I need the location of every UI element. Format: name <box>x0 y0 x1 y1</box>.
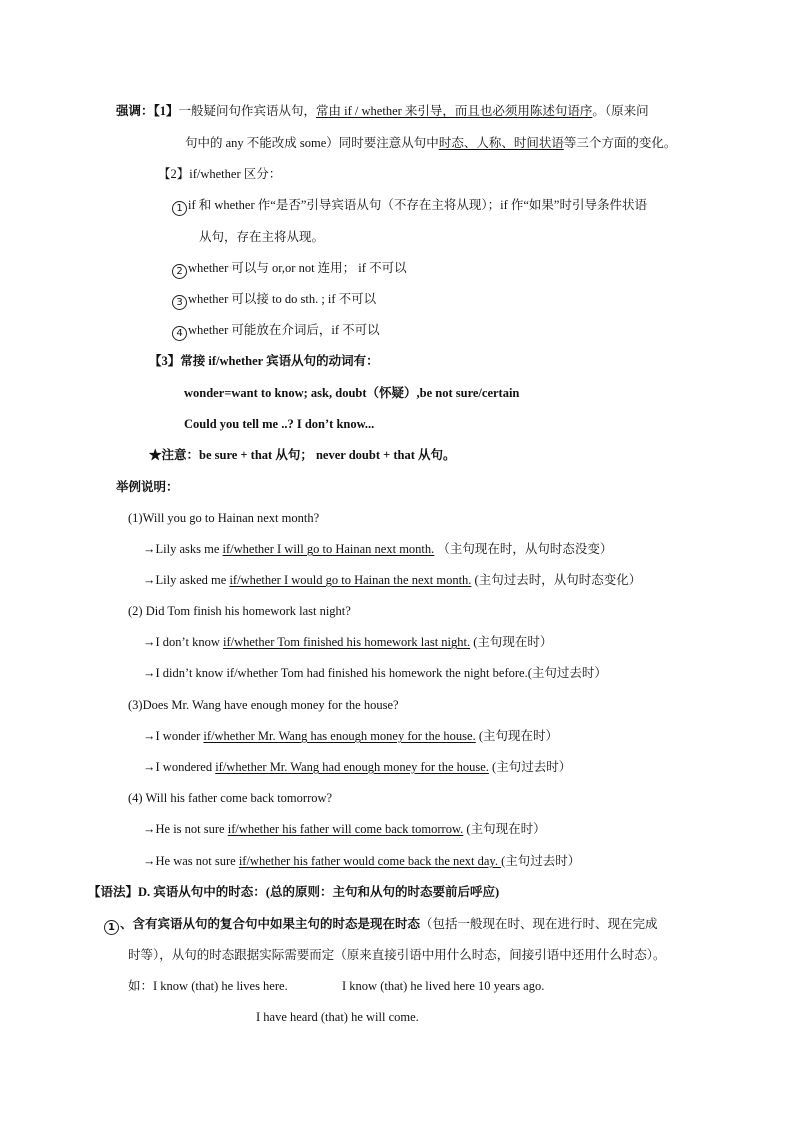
grammar-example-1: 如：I know (that) he lives here. <box>128 979 288 993</box>
example-answer-3a: →I wonder if/whether Mr. Wang has enough money for the house. (主句现在时） <box>143 729 559 743</box>
grammar-heading: 【语法】D. 宾语从句中的时态：(总的原则：主句和从句的时态要前后呼应) <box>88 885 500 899</box>
compare-item-1-cont: 从句，存在主将从现。 <box>199 230 325 244</box>
circled-number: 1 <box>104 920 119 935</box>
compare-item-4: 4 whether 可能放在介词后，if 不可以 <box>172 322 380 341</box>
example-question-3: (3)Does Mr. Wang have enough money for the house? <box>128 698 399 712</box>
emphasis-label: 强调： <box>116 104 154 118</box>
phrases-line: Could you tell me ..? I don’t know... <box>184 417 375 431</box>
point1-underlined: 常由 if / whether 来引导，而且也必须用陈述句语序 <box>316 104 593 118</box>
example-answer-4a: →He is not sure if/whether his father will come back tomorrow. (主句现在时） <box>143 822 546 836</box>
grammar-item-1: 1 、含有宾语从句的复合句中如果主句的时态是现在时态（包括一般现在时、现在进行时、现在完成 <box>104 916 658 935</box>
compare-item-3: 3 whether 可以接 to do sth. ; if 不可以 <box>172 291 376 310</box>
example-answer-2a: →I don’t know if/whether Tom finished his homework last night. (主句现在时） <box>143 635 553 649</box>
emphasis-line1: 强调：【1】一般疑问句作宾语从句，常由 if / whether 来引导，而且也必须用陈述句语序。（原来问 <box>116 104 649 118</box>
circled-number: 1 <box>172 201 187 216</box>
example-answer-1a: →Lily asks me if/whether I will go to Hainan next month. （主句现在时，从句时态没变） <box>143 542 613 556</box>
circled-number: 4 <box>172 326 187 341</box>
example-answer-3b: →I wondered if/whether Mr. Wang had enough money for the house. (主句过去时） <box>143 760 572 774</box>
compare-item-1: 1 if 和 whether 作“是否”引导宾语从句（不存在主将从现）；if 作“如果”时引导条件状语 <box>172 197 647 216</box>
example-question-2: (2) Did Tom finish his homework last night? <box>128 604 351 618</box>
emphasis-line2: 句中的 any 不能改成 some）同时要注意从句中时态、人称、时间状语等三个方面的变化。 <box>185 136 677 150</box>
example-question-4: (4) Will his father come back tomorrow? <box>128 791 333 805</box>
circled-number: 2 <box>172 264 187 279</box>
grammar-example-3: I have heard (that) he will come. <box>256 1010 419 1024</box>
example-question-1: (1)Will you go to Hainan next month? <box>128 511 320 525</box>
grammar-item-1-cont: 时等），从句的时态跟据实际需要而定（原来直接引语中用什么时态，间接引语中还用什么时态）。 <box>128 948 666 962</box>
verbs-line: wonder=want to know; ask, doubt（怀疑）,be not sure/certain <box>184 386 520 400</box>
example-answer-2b: →I didn’t know if/whether Tom had finished his homework the night before.(主句过去时） <box>143 666 607 680</box>
grammar-example-2: I know (that) he lived here 10 years ago. <box>342 979 545 993</box>
point2-heading: 【2】if/whether 区分： <box>158 167 282 181</box>
example-answer-1b: →Lily asked me if/whether I would go to Hainan the next month. (主句过去时，从句时态变化） <box>143 573 642 587</box>
circled-number: 3 <box>172 295 187 310</box>
note-line: ★注意：be sure + that 从句； never doubt + that 从句。 <box>149 448 456 462</box>
point3-heading: 【3】常接 if/whether 宾语从句的动词有： <box>149 354 379 368</box>
examples-heading: 举例说明： <box>116 480 179 494</box>
compare-item-2: 2 whether 可以与 or,or not 连用； if 不可以 <box>172 260 407 279</box>
point1-number: 【1】 <box>153 104 179 118</box>
example-answer-4b: →He was not sure if/whether his father would come back the next day. (主句过去时） <box>143 854 581 868</box>
